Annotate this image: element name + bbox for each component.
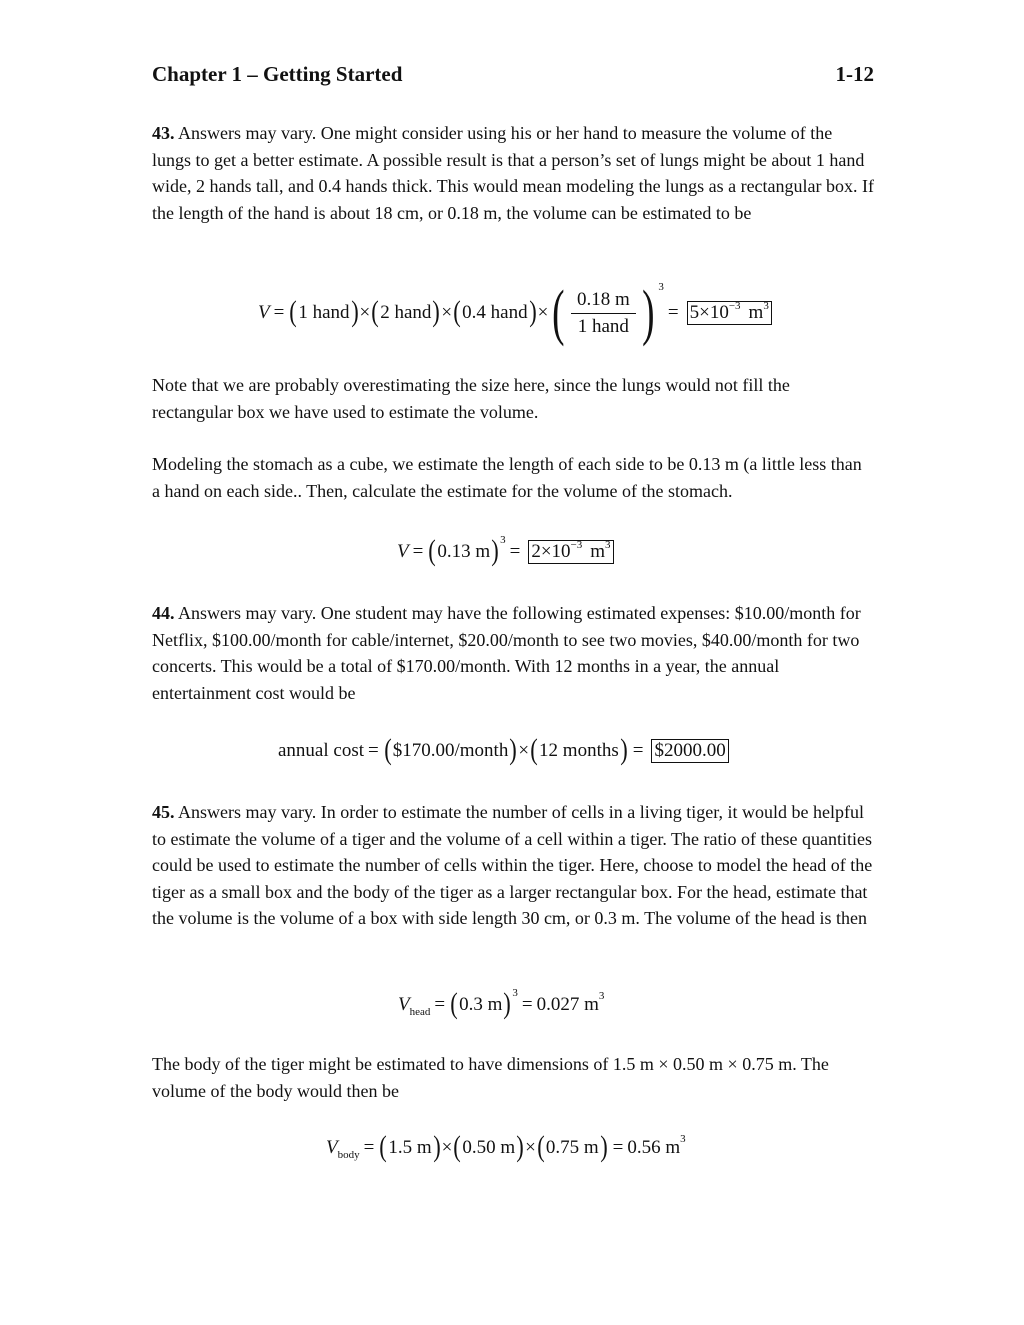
eq1-times-3: × bbox=[537, 302, 549, 323]
eq2-equals: = bbox=[412, 541, 424, 562]
eq1-result-unit-exp: 3 bbox=[763, 300, 769, 312]
eq5-equals: = bbox=[363, 1137, 375, 1158]
eq1-frac-denominator: 1 hand bbox=[577, 315, 629, 337]
eq4-v: V bbox=[398, 994, 410, 1015]
eq5-times-1: × bbox=[441, 1137, 453, 1158]
equation-body-volume: V $_{body}$ = ( 1.5 m ) × ( 0.50 m ) × ( 0.75 m ) = 0.56 m $^3$ bbox=[326, 1130, 686, 1163]
eq1-equals: = bbox=[273, 302, 285, 323]
eq4-equals-2: = bbox=[521, 994, 533, 1015]
problem-45-text bbox=[152, 799, 874, 932]
eq1-result-exp: −3 bbox=[728, 300, 741, 312]
eq3-equals: = bbox=[368, 740, 379, 761]
eq2-result-box bbox=[528, 540, 613, 564]
eq5-result: 0.56 m bbox=[627, 1137, 681, 1158]
eq3-result: $2000.00 bbox=[654, 740, 726, 761]
eq3-result-box bbox=[651, 739, 728, 763]
eq2-equals-2: = bbox=[509, 541, 521, 562]
eq1-factor-3: 0.4 hand bbox=[462, 302, 528, 323]
eq1-fraction bbox=[571, 289, 636, 338]
eq1-v: V bbox=[258, 302, 270, 323]
eq4-equals: = bbox=[434, 994, 446, 1015]
eq5-factor-3: 0.75 m bbox=[545, 1137, 599, 1158]
eq3-factor-2: 12 months bbox=[539, 740, 619, 761]
eq5-factor-2: 0.50 m bbox=[462, 1137, 516, 1158]
eq5-times-2: × bbox=[525, 1137, 536, 1158]
problem-43-number: 43. bbox=[152, 123, 175, 143]
eq1-times-2: × bbox=[441, 302, 453, 323]
problem-44-body: Answers may vary. One student may have the following estimated expenses: $10.00/month for Netflix, $100.00/month for cable/internet, $20.00/month to see two movies, $40.00/month for two concerts. This would be a total of $170.00/month. With 12 months in a year, the annual entertainment cost would be bbox=[152, 603, 861, 703]
eq4-inner: 0.3 m bbox=[459, 994, 503, 1015]
eq5-v: V bbox=[326, 1137, 338, 1158]
problem-43-body: Answers may vary. One might consider using his or her hand to measure the volume of the lungs to get a better estimate. A possible result is that a person’s set of lungs might be about 1 hand wide, 2 hands tall, and 0.4 hands thick. This would mean modeling the lungs as a rectangular box. If the length of the hand is about 18 cm, or 0.18 m, the volume can be estimated to be bbox=[152, 123, 875, 223]
problem-44-number: 44. bbox=[152, 603, 175, 623]
eq4-result: 0.027 m bbox=[536, 994, 599, 1015]
page-header bbox=[152, 62, 874, 87]
note-overestimate: Note that we are probably overestimating the size here, since the lungs would not fill the rectangular box we have used to estimate the volume. bbox=[152, 375, 790, 422]
eq5-factor-1: 1.5 m bbox=[388, 1137, 432, 1158]
eq5-subscript: body bbox=[337, 1149, 360, 1161]
eq3-factor-1: $170.00/month bbox=[392, 740, 509, 761]
eq2-result-exp: −3 bbox=[570, 539, 583, 551]
problem-43-text bbox=[152, 120, 874, 226]
chapter-title: Chapter 1 – Getting Started bbox=[152, 62, 403, 86]
eq4-subscript: head bbox=[409, 1006, 431, 1018]
eq4-result-exp: 3 bbox=[598, 990, 605, 1002]
tiger-body-text: The body of the tiger might be estimated to have dimensions of 1.5 m × 0.50 m × 0.75 m. The volume of the body would then be bbox=[152, 1054, 829, 1101]
problem-45-number: 45. bbox=[152, 802, 175, 822]
eq1-exponent: 3 bbox=[658, 281, 664, 293]
eq2-result-base: 2×10 bbox=[531, 541, 571, 562]
eq1-factor-1: 1 hand bbox=[298, 302, 350, 323]
eq4-exponent: 3 bbox=[512, 987, 518, 999]
eq1-result-unit: m bbox=[748, 302, 764, 323]
problem-44-text bbox=[152, 600, 874, 706]
eq3-equals-2: = bbox=[632, 740, 644, 761]
eq2-exponent: 3 bbox=[500, 534, 506, 546]
eq2-result-unit-exp: 3 bbox=[605, 539, 611, 551]
eq2-result-unit: m bbox=[590, 541, 606, 562]
equation-annual-cost: annual cost = ( $170.00/month ) × ( 12 months ) = $2000.00 bbox=[278, 736, 729, 766]
eq1-frac-numerator: 0.18 m bbox=[571, 289, 636, 314]
stomach-model-text: Modeling the stomach as a cube, we estimate the length of each side to be 0.13 m (a little less than a hand on each side.. Then, calculate the estimate for the volume of the stomach. bbox=[152, 454, 862, 501]
eq5-result-exp: 3 bbox=[680, 1133, 686, 1145]
equation-stomach-volume: V = ( 0.13 m ) $^3$ = 2×10 $^{-3}$ m $^3$ bbox=[397, 537, 614, 567]
page-number: 1-12 bbox=[835, 62, 874, 86]
eq1-equals-2: = bbox=[667, 302, 679, 323]
equation-head-volume: V $_{head}$ = ( 0.3 m ) $^3$ = 0.027 m $^3$ bbox=[398, 987, 605, 1020]
problem-45-body: Answers may vary. In order to estimate the number of cells in a living tiger, it would be helpful to estimate the volume of a tiger and the volume of a cell within a tiger. The ratio of these quantities could be used to estimate the number of cells within the tiger. Here, choose to model the head of the tiger as a small box and the body of the tiger as a larger rectangular box. For the head, estimate that the volume is the volume of a box with side length 30 cm, or 0.3 m. The volume of the head is then bbox=[152, 802, 873, 928]
eq1-times-1: × bbox=[359, 302, 371, 323]
eq1-result-base: 5×10 bbox=[689, 302, 729, 323]
eq3-lhs: annual cost bbox=[278, 740, 365, 761]
eq2-inner: 0.13 m bbox=[437, 541, 491, 562]
eq1-result-box bbox=[687, 301, 772, 325]
eq5-equals-2: = bbox=[612, 1137, 624, 1158]
eq3-times: × bbox=[518, 740, 530, 761]
equation-lung-volume: V = ( 1 hand ) × ( 2 hand ) × ( 0.4 hand ) × ( $\frac{0.18 m}{\text{1 hand}}$ ) $^3$ = 5×10 $^{-3}$ m $^3$ bbox=[258, 282, 772, 344]
eq2-v: V bbox=[397, 541, 409, 562]
eq1-factor-2: 2 hand bbox=[380, 302, 432, 323]
